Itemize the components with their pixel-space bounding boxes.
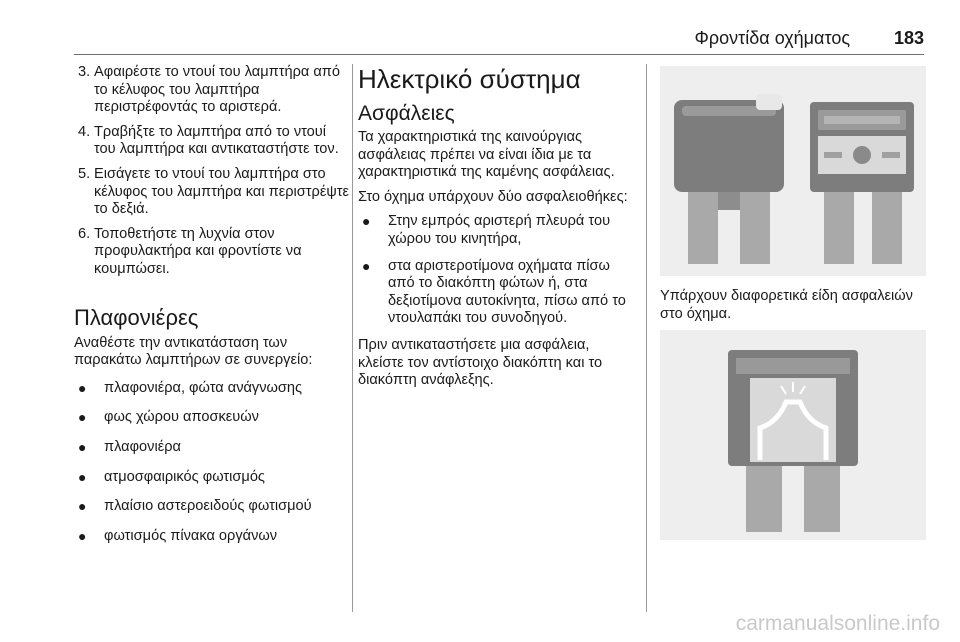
- step-item: [74, 64, 349, 117]
- page-number: 183: [893, 28, 924, 48]
- step-text: Τραβήξτε το λαμπτήρα από το ντουί του λαμπτήρα και αντικαταστήστε τον.: [94, 123, 339, 158]
- plafoniers-intro: Αναθέστε την αντικατάσταση των παρακάτω λαμπτήρων σε συνεργείο:: [74, 334, 313, 369]
- list-item: ● ατμοσφαιρικός φωτισμός: [78, 468, 265, 485]
- strip-fuse-illustration: [660, 330, 926, 540]
- step-number: 6.: [78, 225, 91, 242]
- bullet-icon: ●: [78, 498, 87, 515]
- column-middle: [358, 64, 636, 397]
- column-divider-1: [352, 64, 353, 612]
- fuses-paragraph-3: Πριν αντικαταστήσετε μια ασφάλεια, κλείστε τον αντίστοιχο διακόπτη και το διακόπτη ανάφλεξης.: [358, 336, 603, 389]
- bullet-icon: ●: [78, 468, 87, 485]
- strip-fuse-svg: [660, 330, 926, 540]
- figure-caption: Υπάρχουν διαφορετικά είδη ασφαλειών στο όχημα.: [660, 288, 913, 322]
- step-item: [74, 124, 349, 159]
- step-text: Αφαιρέστε το ντουί του λαμπτήρα από το κέλυφος του λαμπτήρα περιστρέφοντάς το αριστερά.: [94, 64, 340, 116]
- maxi-fuse-icon: [728, 350, 858, 532]
- fuse-types-svg: [660, 66, 926, 276]
- step-number: 5.: [78, 165, 91, 182]
- bullet-icon: ●: [78, 379, 87, 396]
- list-item: ● φως χώρου αποσκευών: [78, 409, 259, 426]
- header-rule: [74, 54, 924, 55]
- step-text: Εισάγετε το ντουί του λαμπτήρα στο κέλυφος του λαμπτήρα και περιστρέψτε το δεξιά.: [94, 165, 349, 218]
- step-number: 4.: [78, 123, 91, 140]
- bullet-icon: ●: [78, 409, 87, 426]
- column-divider-2: [646, 64, 647, 612]
- column-right: [660, 64, 926, 540]
- step-text: Τοποθετήστε τη λυχνία στον προφυλακτήρα και φροντίστε να κουμπώσει.: [94, 225, 302, 277]
- header-title: Φροντίδα οχήματος: [694, 28, 850, 48]
- list-item: ● στα αριστεροτίμονα οχήματα πίσω από το διακόπτη φώτων ή, στα δεξιοτίμονα αυτοκίνητα, πίσω από το ντουλαπάκι του συνοδηγού.: [362, 257, 626, 327]
- fusebox-list: [358, 213, 636, 328]
- bullet-icon: ●: [78, 438, 87, 455]
- list-item: ● πλαφονιέρα, φώτα ανάγνωσης: [78, 379, 303, 396]
- plafoniers-list: [74, 380, 349, 546]
- mini-fuse-icon: [674, 94, 784, 264]
- watermark: carmanualsonline.info: [735, 612, 940, 635]
- list-item: ● Στην εμπρός αριστερή πλευρά του χώρου του κινητήρα,: [362, 213, 611, 247]
- list-item: ● φωτισμός πίνακα οργάνων: [78, 527, 278, 544]
- column-left: [74, 64, 349, 557]
- section-heading-electrical: Ηλεκτρικό σύστημα: [358, 64, 581, 94]
- fuse-types-illustration: [660, 66, 926, 276]
- step-item: [74, 166, 349, 219]
- bullet-icon: ●: [362, 213, 371, 230]
- bullet-icon: ●: [78, 527, 87, 544]
- step-number: 3.: [78, 64, 91, 80]
- list-item: ● πλαφονιέρα: [78, 438, 181, 455]
- section-heading-plafoniers: Πλαφονιέρες: [74, 304, 199, 330]
- subheading-fuses: Ασφάλειες: [358, 102, 455, 125]
- fuses-paragraph-1: Τα χαρακτηριστικά της καινούργιας ασφάλειας πρέπει να είναι ίδια με τα χαρακτηριστικά της καμένης ασφάλειας.: [358, 129, 615, 181]
- steps-list: [74, 64, 349, 279]
- step-item: [74, 226, 349, 279]
- list-item: ● πλαίσιο αστεροειδούς φωτισμού: [78, 498, 312, 515]
- bullet-icon: ●: [362, 257, 371, 274]
- fuses-paragraph-2: Στο όχημα υπάρχουν δύο ασφαλειοθήκες:: [358, 188, 628, 205]
- blade-fuse-icon: [810, 102, 914, 264]
